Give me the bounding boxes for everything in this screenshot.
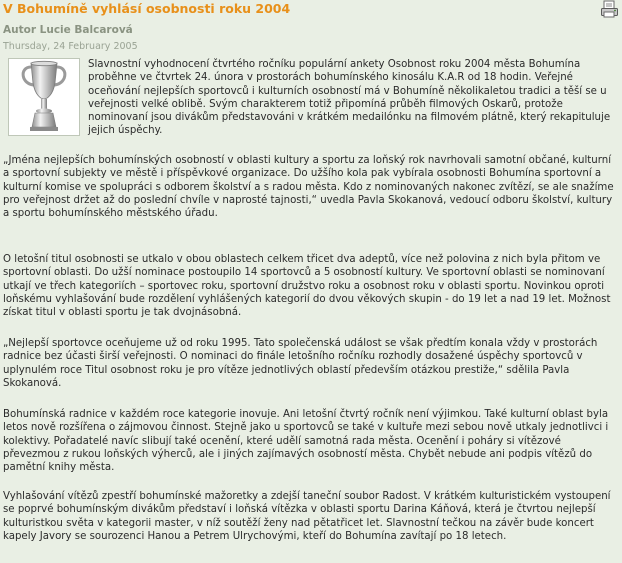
article-paragraph: Vyhlašování vítězů zpestří bohumínské mažoretky a zdejší taneční soubor Radost. V krátkém kulturistickém vystoupení se poprvé bohumínským divákům představí i loňská vítězka v oblasti sportu Darina Káňová, která je čtvrtou nejlepší kulturistkou světa v kategorii master, v níž soutěží ženy nad pětatřicet let. Slavnostní tečkou na závěr bude koncert kapely Javory se sourozenci Hanou a Petrem Ulrychovými, kteří do Bohumína zavítají po 18 letech. [3, 491, 611, 542]
article-paragraph: „Jména nejlepších bohumínských osobností v oblasti kultury a sportu za loňský rok navrhovali samotní občané, kulturní a sportovní subjekty ve městě i příspěvkové organizace. Do užšího kola pak vybírala osobnosti Bohumína sportovní a kulturní komise ve spolupráci s odborem školství a s radou města. Kdo z nominovaných nakonec zvítězí, se ale snažíme pro veřejnost držet až do poslední chvíle v naprosté tajnosti,“ uvedla Pavla Skokanová, vedoucí odboru školství, kultury a sportu bohumínského městského úřadu. [3, 155, 614, 220]
article-author: Autor Lucie Balcarová [3, 24, 133, 36]
trophy-image [8, 58, 80, 136]
article-paragraph: Bohumínská radnice v každém roce kategorie inovuje. Ani letošní čtvrtý ročník není výjimkou. Také kulturní oblast byla letos nově rozšířena o zájmovou činnost. Stejně jako u sportovců se také v kultuře mezi sebou nově utkaly jednotlivci i kolektivy. Pořadatelé navíc slibují také ocenění, které udělí samotná rada města. Ocenění i poháry si vítězové převezmou z rukou loňských výherců, ale i jiných zajímavých osobností města. Chybět nebude ani podpis vítězů do pamětní knihy města. [3, 409, 609, 474]
article-paragraph: „Nejlepší sportovce oceňujeme už od roku 1995. Tato společenská událost se však předtím konala vždy v prostorách radnice bez účasti širší veřejnosti. O nominaci do finále letošního ročníku rozhodly dosažené úspěchy sportovců v uplynulém roce Titul osobnost roku je pro vítěze jednotlivých oblastí především otázkou prestiže,“ sdělila Pavla Skokanová. [3, 338, 598, 389]
article-paragraph: Slavnostní vyhodnocení čtvrtého ročníku populární ankety Osobnost roku 2004 města Bohumína proběhne ve čtvrtek 24. února v prostorách bohumínského kinosálu K.A.R od 18 hodin. Veřejné oceňování nejlepších sportovců i kulturních osobností má v Bohumíně několikaletou tradici a těší se u veřejnosti velké oblibě. Svým charakterem totiž připomíná průběh filmových Oskarů, protože nominovaní jsou divákům představováni v krátkém medailónku na filmovém plátně, který rekapituluje jejich úspěchy. [88, 59, 611, 137]
article-paragraph: O letošní titul osobnosti se utkalo v obou oblastech celkem třicet dva adeptů, více než polovina z nich byla přitom ve sportovní oblasti. Do užší nominace postoupilo 14 sportovců a 5 osobností kultury. Ve sportovní oblasti se nominovaní utkají ve třech kategoriích – sportovec roku, sportovní družstvo roku a osobnost roku v oblasti sportu. Novinkou oproti loňskému vyhlašování bude rozdělení vyhlášených kategorií do dvou věkových skupin - do 19 let a nad 19 let. Možnost získat titul v oblasti sportu je tak dvojnásobná. [3, 254, 611, 319]
article-title: V Bohumíně vyhlásí osobnosti roku 2004 [3, 1, 291, 16]
print-icon[interactable] [600, 0, 620, 18]
article-date: Thursday, 24 February 2005 [3, 41, 138, 52]
